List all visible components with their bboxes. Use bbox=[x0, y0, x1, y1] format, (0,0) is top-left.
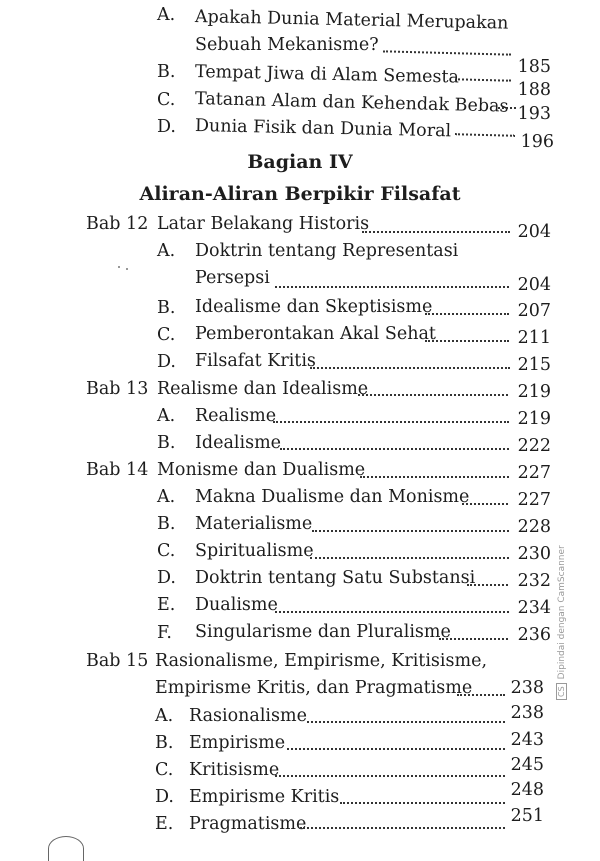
chapter-page: 238 bbox=[510, 678, 544, 698]
entry-text: Doktrin tentang Representasi bbox=[195, 241, 459, 261]
entry-letter: F. bbox=[157, 623, 172, 643]
scanner-watermark bbox=[556, 545, 567, 700]
entry-page: 243 bbox=[510, 730, 544, 750]
entry-text: Doktrin tentang Satu Substansi bbox=[195, 568, 476, 588]
dot-leader bbox=[455, 133, 515, 137]
entry-letter: C. bbox=[157, 541, 176, 561]
part-label: Bagian IV bbox=[247, 151, 353, 173]
entry-letter: C. bbox=[157, 90, 176, 110]
entry-page: 234 bbox=[517, 598, 551, 618]
entry-letter: B. bbox=[157, 298, 176, 318]
scan-speck bbox=[118, 266, 120, 268]
entry-text: Kritisisme bbox=[189, 760, 280, 780]
dot-leader bbox=[457, 694, 505, 696]
chapter-page: 227 bbox=[517, 463, 551, 483]
entry-text: Dualisme bbox=[195, 595, 278, 615]
chapter-page: 219 bbox=[517, 382, 551, 402]
scanner-logo: CS bbox=[556, 683, 567, 700]
dot-leader bbox=[439, 638, 508, 640]
page-corner-mark bbox=[48, 836, 84, 861]
entry-page: 219 bbox=[517, 409, 551, 429]
entry-text: Empirisme bbox=[189, 733, 286, 753]
entry-letter: A. bbox=[157, 487, 176, 507]
entry-text: Singularisme dan Pluralisme bbox=[195, 622, 451, 642]
chapter-number: Bab 14 bbox=[86, 460, 149, 480]
chapter-title: Latar Belakang Historis bbox=[157, 214, 370, 234]
entry-text: Idealisme dan Skeptisisme bbox=[195, 297, 433, 317]
scan-speck bbox=[126, 268, 128, 270]
entry-letter: A. bbox=[155, 706, 174, 726]
entry-page: 193 bbox=[517, 104, 551, 124]
entry-letter: B. bbox=[155, 733, 174, 753]
chapter-title: Monisme dan Dualisme bbox=[157, 460, 366, 480]
entry-letter: E. bbox=[157, 595, 176, 615]
part-title: Aliran-Aliran Berpikir Filsafat bbox=[139, 183, 461, 205]
entry-page: 222 bbox=[517, 436, 551, 456]
entry-text: Dunia Fisik dan Dunia Moral bbox=[194, 116, 452, 142]
entry-text: Pemberontakan Akal Sehat bbox=[195, 324, 436, 344]
entry-page: 204 bbox=[517, 275, 551, 295]
entry-page: 230 bbox=[517, 544, 551, 564]
chapter-number: Bab 12 bbox=[86, 214, 149, 234]
entry-letter: E. bbox=[155, 814, 174, 834]
entry-letter: A. bbox=[157, 406, 176, 426]
entry-page: 185 bbox=[517, 57, 551, 77]
entry-text: Materialisme bbox=[195, 514, 313, 534]
entry-text: Tatanan Alam dan Kehendak Bebas bbox=[194, 89, 509, 117]
chapter-number: Bab 13 bbox=[86, 379, 149, 399]
entry-page: 232 bbox=[517, 571, 551, 591]
dot-leader bbox=[455, 78, 511, 81]
entry-page: 215 bbox=[517, 355, 551, 375]
entry-text: Idealisme bbox=[195, 433, 282, 453]
dot-leader bbox=[287, 748, 505, 750]
entry-text-continued: Sebuah Mekanisme? bbox=[195, 35, 379, 55]
entry-letter: D. bbox=[157, 568, 176, 588]
dot-leader bbox=[360, 476, 509, 478]
entry-page: 227 bbox=[517, 490, 551, 510]
entry-page: 188 bbox=[517, 80, 551, 100]
entry-letter: B. bbox=[157, 62, 176, 82]
entry-text: Spiritualisme bbox=[195, 541, 314, 561]
chapter-page: 204 bbox=[517, 222, 551, 242]
entry-letter: A. bbox=[157, 241, 176, 261]
dot-leader bbox=[310, 367, 510, 369]
chapter-title: Realisme dan Idealisme bbox=[157, 379, 369, 399]
entry-page: 236 bbox=[517, 625, 551, 645]
chapter-title: Empirisme Kritis, dan Pragmatisme bbox=[155, 678, 473, 698]
dot-leader bbox=[467, 584, 508, 586]
dot-leader bbox=[310, 557, 509, 559]
dot-leader bbox=[275, 611, 509, 613]
dot-leader bbox=[275, 775, 505, 777]
entry-text-continued: Persepsi bbox=[195, 268, 270, 288]
watermark-text: Dipindai dengan CamScanner bbox=[557, 545, 567, 680]
dot-leader bbox=[273, 421, 509, 423]
dot-leader bbox=[275, 286, 509, 288]
chapter-number: Bab 15 bbox=[86, 651, 149, 671]
entry-text: Empirisme Kritis bbox=[189, 787, 340, 807]
entry-letter: D. bbox=[157, 352, 176, 372]
entry-letter: C. bbox=[157, 325, 176, 345]
entry-text: Filsafat Kritis bbox=[195, 351, 316, 371]
entry-page: 245 bbox=[510, 755, 544, 775]
dot-leader bbox=[383, 50, 511, 55]
dot-leader bbox=[462, 503, 508, 505]
entry-page: 228 bbox=[517, 517, 551, 537]
entry-letter: B. bbox=[157, 433, 176, 453]
entry-page: 211 bbox=[517, 328, 551, 348]
dot-leader bbox=[358, 394, 508, 396]
entry-text: Tempat Jiwa di Alam Semesta bbox=[194, 62, 460, 88]
entry-text: Rasionalisme bbox=[189, 706, 307, 726]
chapter-title-line1: Rasionalisme, Empirisme, Kritisisme, bbox=[155, 651, 488, 671]
dot-leader bbox=[307, 721, 505, 723]
entry-letter: B. bbox=[157, 514, 176, 534]
entry-text: Apakah Dunia Material Merupakan bbox=[194, 7, 509, 34]
entry-page: 196 bbox=[520, 132, 554, 152]
entry-page: 251 bbox=[510, 806, 544, 826]
entry-text: Makna Dualisme dan Monisme bbox=[195, 487, 470, 507]
entry-text: Realisme bbox=[195, 406, 277, 426]
entry-letter: D. bbox=[157, 117, 176, 137]
dot-leader bbox=[312, 530, 509, 532]
entry-letter: C. bbox=[155, 760, 174, 780]
dot-leader bbox=[362, 231, 510, 233]
dot-leader bbox=[340, 802, 505, 804]
dot-leader bbox=[425, 313, 509, 315]
entry-page: 207 bbox=[517, 301, 551, 321]
entry-letter: A. bbox=[157, 5, 176, 25]
entry-text: Pragmatisme bbox=[189, 814, 307, 834]
dot-leader bbox=[300, 827, 505, 829]
entry-letter: D. bbox=[155, 787, 174, 807]
dot-leader bbox=[425, 340, 509, 342]
entry-page: 248 bbox=[510, 780, 544, 800]
dot-leader bbox=[280, 448, 509, 450]
entry-page: 238 bbox=[510, 703, 544, 723]
